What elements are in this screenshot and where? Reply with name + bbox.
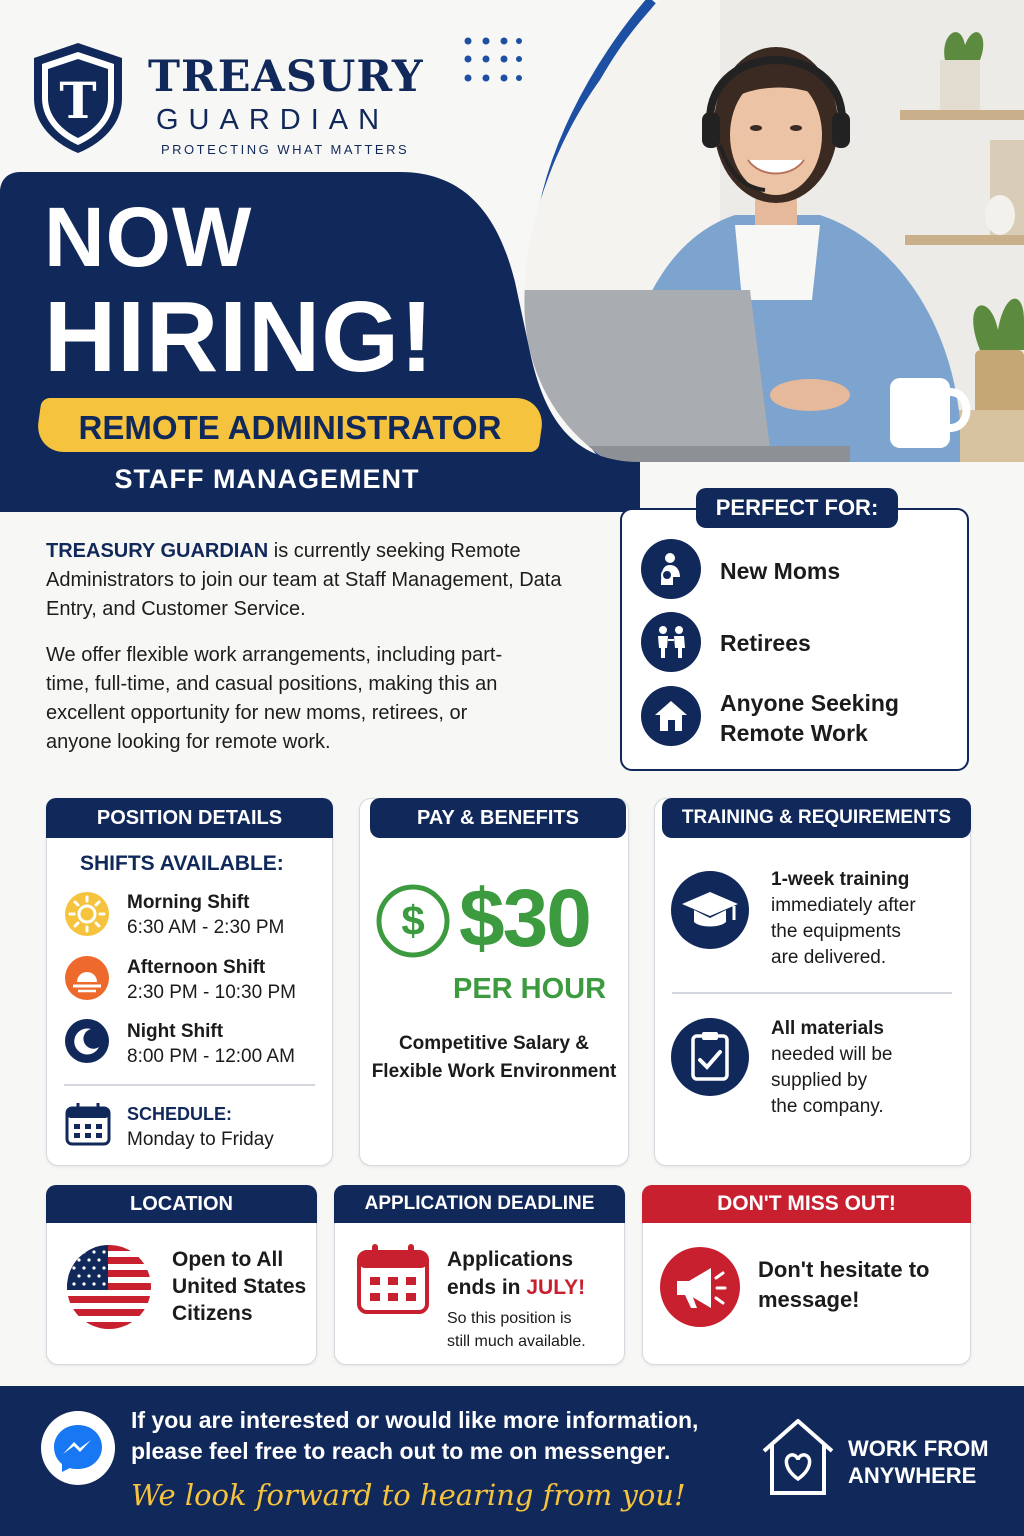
- training-item-1-bold: 1-week training: [771, 869, 910, 890]
- home-icon: [641, 686, 701, 746]
- wfa-line2: ANYWHERE: [848, 1463, 977, 1488]
- wfa-line1: WORK FROM: [848, 1436, 989, 1461]
- graduation-cap-icon: [670, 870, 750, 950]
- location-line1: Open to All: [172, 1248, 284, 1271]
- shield-logo-icon: [30, 40, 126, 156]
- svg-text:$: $: [401, 897, 425, 944]
- perfect-for-remote-line2: Remote Work: [720, 720, 868, 746]
- perfect-for-item-retirees: Retirees: [720, 630, 811, 656]
- perfect-for-title: PERFECT FOR:: [696, 488, 898, 528]
- footer-line2: please feel free to reach out to me on messenger.: [131, 1438, 671, 1464]
- sunset-icon: [64, 955, 110, 1001]
- pay-note-line1: Competitive Salary &: [398, 1033, 590, 1054]
- footer-script: We look forward to hearing from you!: [131, 1478, 686, 1512]
- cta-title: DON'T MISS OUT!: [642, 1185, 971, 1223]
- elderly-couple-icon: [641, 612, 701, 672]
- deadline-text: [447, 1246, 585, 1302]
- calendar-deadline-icon: [356, 1242, 430, 1316]
- deadline-month: JULY!: [526, 1276, 586, 1299]
- deadline-line1: Applications: [447, 1248, 574, 1271]
- pay-note: [359, 1030, 629, 1086]
- shift-morning-name: Morning Shift: [127, 892, 250, 913]
- headline-now: NOW: [44, 190, 253, 284]
- deadline-note-line2: still much available.: [447, 1333, 586, 1350]
- training-item-2-line4: the company.: [771, 1096, 884, 1117]
- shift-morning-time: 6:30 AM - 2:30 PM: [127, 917, 285, 938]
- shift-night-time: 8:00 PM - 12:00 AM: [127, 1046, 295, 1067]
- clipboard-check-icon: [670, 1017, 750, 1097]
- decorative-dots: [462, 35, 522, 95]
- brand-name: TREASURY: [148, 52, 424, 102]
- moon-icon: [64, 1018, 110, 1064]
- intro-company: TREASURY GUARDIAN: [46, 540, 269, 562]
- pay-unit: PER HOUR: [453, 973, 607, 1005]
- training-item-2-line3: supplied by: [771, 1070, 868, 1091]
- perfect-for-item-moms: New Moms: [720, 558, 841, 584]
- cta-line2: message!: [758, 1287, 860, 1312]
- role-title: REMOTE ADMINISTRATOR: [78, 409, 502, 446]
- position-divider: [64, 1084, 315, 1086]
- brand-subname: GUARDIAN: [156, 104, 390, 136]
- training-item-1-line4: are delivered.: [771, 947, 887, 968]
- deadline-title: APPLICATION DEADLINE: [334, 1185, 625, 1223]
- pay-amount: $30: [459, 873, 590, 964]
- footer-message: [131, 1405, 751, 1467]
- perfect-for-item-remote: [720, 688, 899, 748]
- dollar-icon: [375, 883, 451, 959]
- cta-text: [758, 1255, 929, 1315]
- position-details-title: POSITION DETAILS: [46, 798, 333, 838]
- shift-afternoon-name: Afternoon Shift: [127, 957, 266, 978]
- deadline-line2: ends in: [447, 1276, 527, 1299]
- schedule-value: Monday to Friday: [127, 1129, 274, 1150]
- shift-afternoon-time: 2:30 PM - 10:30 PM: [127, 982, 296, 1003]
- messenger-icon[interactable]: [40, 1410, 116, 1486]
- training-item-1-line2: immediately after: [771, 895, 916, 916]
- training-item-2-line2: needed will be: [771, 1044, 893, 1065]
- mother-baby-icon: [641, 539, 701, 599]
- footer-line1: If you are interested or would like more information,: [131, 1407, 699, 1433]
- location-line2: United States: [172, 1275, 307, 1298]
- location-line3: Citizens: [172, 1302, 253, 1325]
- house-heart-icon: [758, 1415, 838, 1497]
- location-text: [172, 1246, 306, 1327]
- location-title: LOCATION: [46, 1185, 317, 1223]
- deadline-note: [447, 1307, 586, 1353]
- brand-tagline: PROTECTING WHAT MATTERS: [161, 142, 410, 157]
- schedule-label: SCHEDULE:: [127, 1104, 233, 1124]
- training-item-1-line3: the equipments: [771, 921, 901, 942]
- pay-benefits-title: PAY & BENEFITS: [370, 798, 626, 838]
- work-from-anywhere-badge: [848, 1435, 989, 1489]
- headline-hiring: HIRING!: [44, 281, 435, 393]
- training-divider: [672, 992, 952, 994]
- sun-icon: [64, 891, 110, 937]
- intro-p1-text: is currently seeking Remote Administrators to join our team at Staff Management, Data Entry, and Customer Service.: [46, 540, 562, 620]
- training-item-2-bold: All materials: [771, 1018, 884, 1039]
- calendar-icon: [64, 1100, 112, 1148]
- training-title: TRAINING & REQUIREMENTS: [662, 798, 971, 838]
- intro-paragraph-2: We offer flexible work arrangements, including part-time, full-time, and casual positions, making this an excellent opportunity for new moms, retirees, or anyone looking for remote work.: [46, 644, 503, 753]
- svg-text:T: T: [59, 71, 97, 130]
- intro-paragraph-1: [46, 537, 586, 624]
- shift-night-name: Night Shift: [127, 1021, 224, 1042]
- perfect-for-remote-line1: Anyone Seeking: [720, 690, 899, 716]
- shifts-title: SHIFTS AVAILABLE:: [80, 852, 284, 875]
- training-item-2: [771, 1016, 892, 1120]
- us-flag-icon: [66, 1244, 152, 1330]
- cta-line1: Don't hesitate to: [758, 1257, 930, 1282]
- training-item-1: [771, 867, 916, 971]
- department-title: STAFF MANAGEMENT: [114, 464, 420, 494]
- deadline-note-line1: So this position is: [447, 1310, 572, 1327]
- pay-note-line2: Flexible Work Environment: [371, 1061, 617, 1082]
- megaphone-icon: [659, 1246, 741, 1328]
